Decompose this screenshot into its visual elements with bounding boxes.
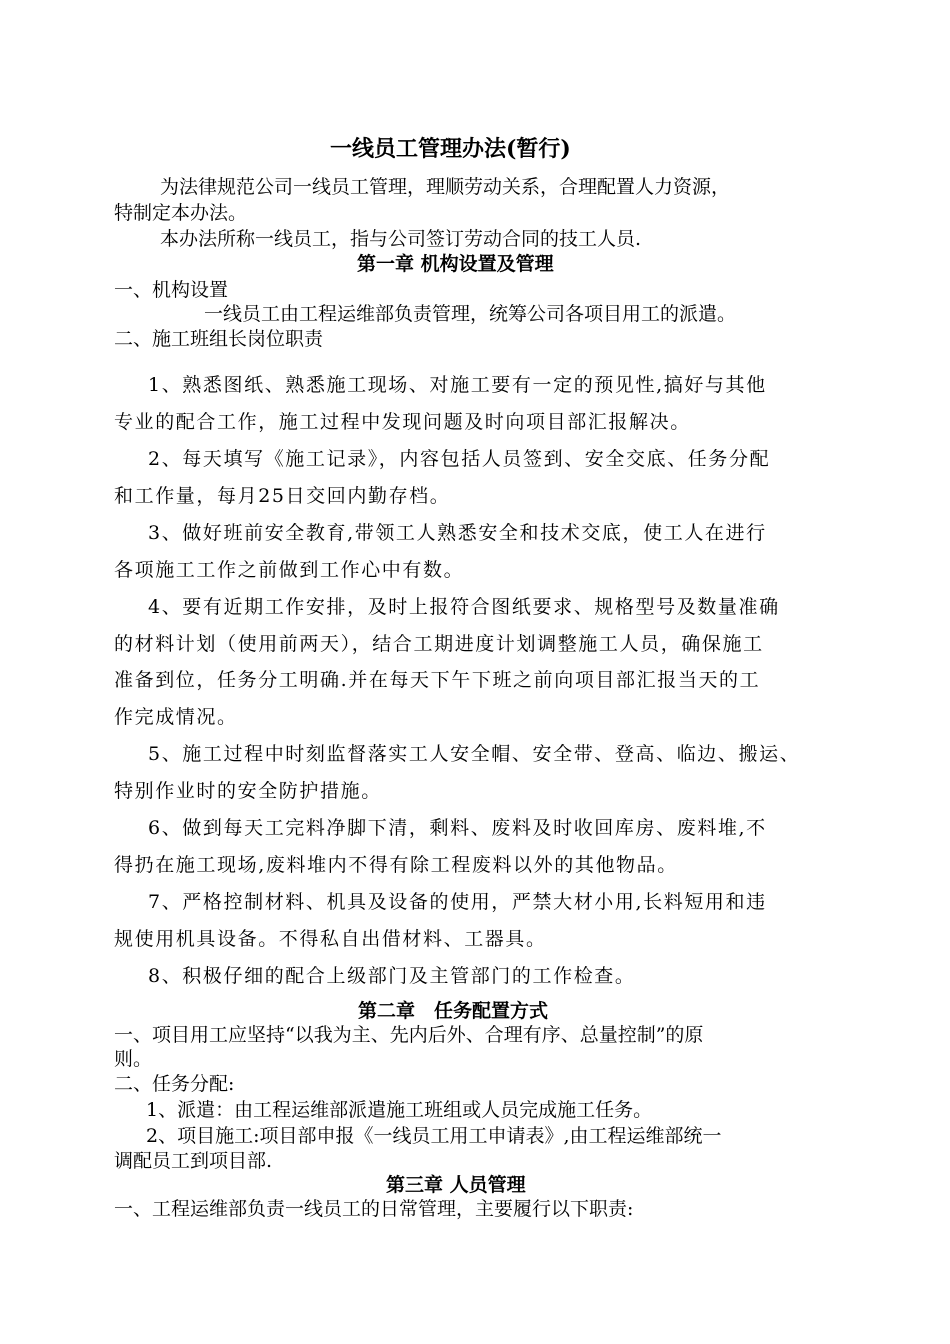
section-text: 一线员工由工程运维部负责管理，统筹公司各项目用工的派遣。	[204, 303, 737, 325]
body-line: 一、工程运维部负责一线员工的日常管理，主要履行以下职责:	[114, 1198, 634, 1220]
duty-line: 得扔在施工现场,废料堆内不得有除工程废料以外的其他物品。	[114, 854, 678, 876]
body-line: 1、派遣：由工程运维部派遣施工班组或人员完成施工任务。	[146, 1099, 653, 1121]
body-line: 则。	[114, 1048, 153, 1070]
intro-line: 为法律规范公司一线员工管理，理顺劳动关系，合理配置人力资源，	[160, 176, 731, 198]
intro-line: 特制定本办法。	[114, 202, 248, 224]
duty-line: 作完成情况。	[114, 706, 238, 728]
duty-line: 和工作量，每月25日交回内勤存档。	[114, 485, 451, 507]
duty-line: 7、严格控制材料、机具及设备的使用，严禁大材小用,长料短用和违	[148, 891, 767, 913]
duty-line: 1、熟悉图纸、熟悉施工现场、对施工要有一定的预见性,搞好与其他	[148, 374, 767, 396]
section-heading: 一、机构设置	[114, 279, 229, 301]
chapter-heading: 第三章 人员管理	[386, 1174, 526, 1196]
section-heading: 二、施工班组长岗位职责	[114, 328, 324, 350]
duty-line: 8、积极仔细的配合上级部门及主管部门的工作检查。	[148, 965, 636, 987]
duty-line: 4、要有近期工作安排，及时上报符合图纸要求、规格型号及数量准确	[148, 596, 780, 618]
intro-line: 本办法所称一线员工，指与公司签订劳动合同的技工人员.	[160, 228, 642, 250]
chapter-heading: 第二章 任务配置方式	[358, 1000, 549, 1022]
document-title: 一线员工管理办法(暂行)	[330, 136, 571, 162]
duty-line: 各项施工工作之前做到工作心中有数。	[114, 559, 465, 581]
body-line: 一、项目用工应坚持“以我为主、先内后外、合理有序、总量控制”的原	[114, 1024, 704, 1046]
duty-line: 准备到位，任务分工明确.并在每天下午下班之前向项目部汇报当天的工	[114, 669, 761, 691]
duty-line: 2、每天填写《施工记录》，内容包括人员签到、安全交底、任务分配	[148, 448, 771, 470]
duty-line: 6、做到每天工完料净脚下清，剩料、废料及时收回库房、废料堆,不	[148, 817, 767, 839]
duty-line: 3、做好班前安全教育,带领工人熟悉安全和技术交底，使工人在进行	[148, 522, 767, 544]
body-line: 二、任务分配:	[114, 1073, 235, 1095]
duty-line: 专业的配合工作，施工过程中发现问题及时向项目部汇报解决。	[114, 411, 691, 433]
duty-line: 的材料计划（使用前两天），结合工期进度计划调整施工人员，确保施工	[114, 633, 764, 655]
body-line: 调配员工到项目部.	[114, 1150, 273, 1172]
duty-line: 规使用机具设备。不得私自出借材料、工器具。	[114, 928, 547, 950]
duty-line: 5、施工过程中时刻监督落实工人安全帽、安全带、登高、临边、搬运、	[148, 743, 801, 765]
body-line: 2、项目施工:项目部申报《一线员工用工申请表》,由工程运维部统一	[146, 1125, 722, 1147]
duty-line: 特别作业时的安全防护措施。	[114, 780, 382, 802]
chapter-heading: 第一章 机构设置及管理	[357, 253, 554, 275]
